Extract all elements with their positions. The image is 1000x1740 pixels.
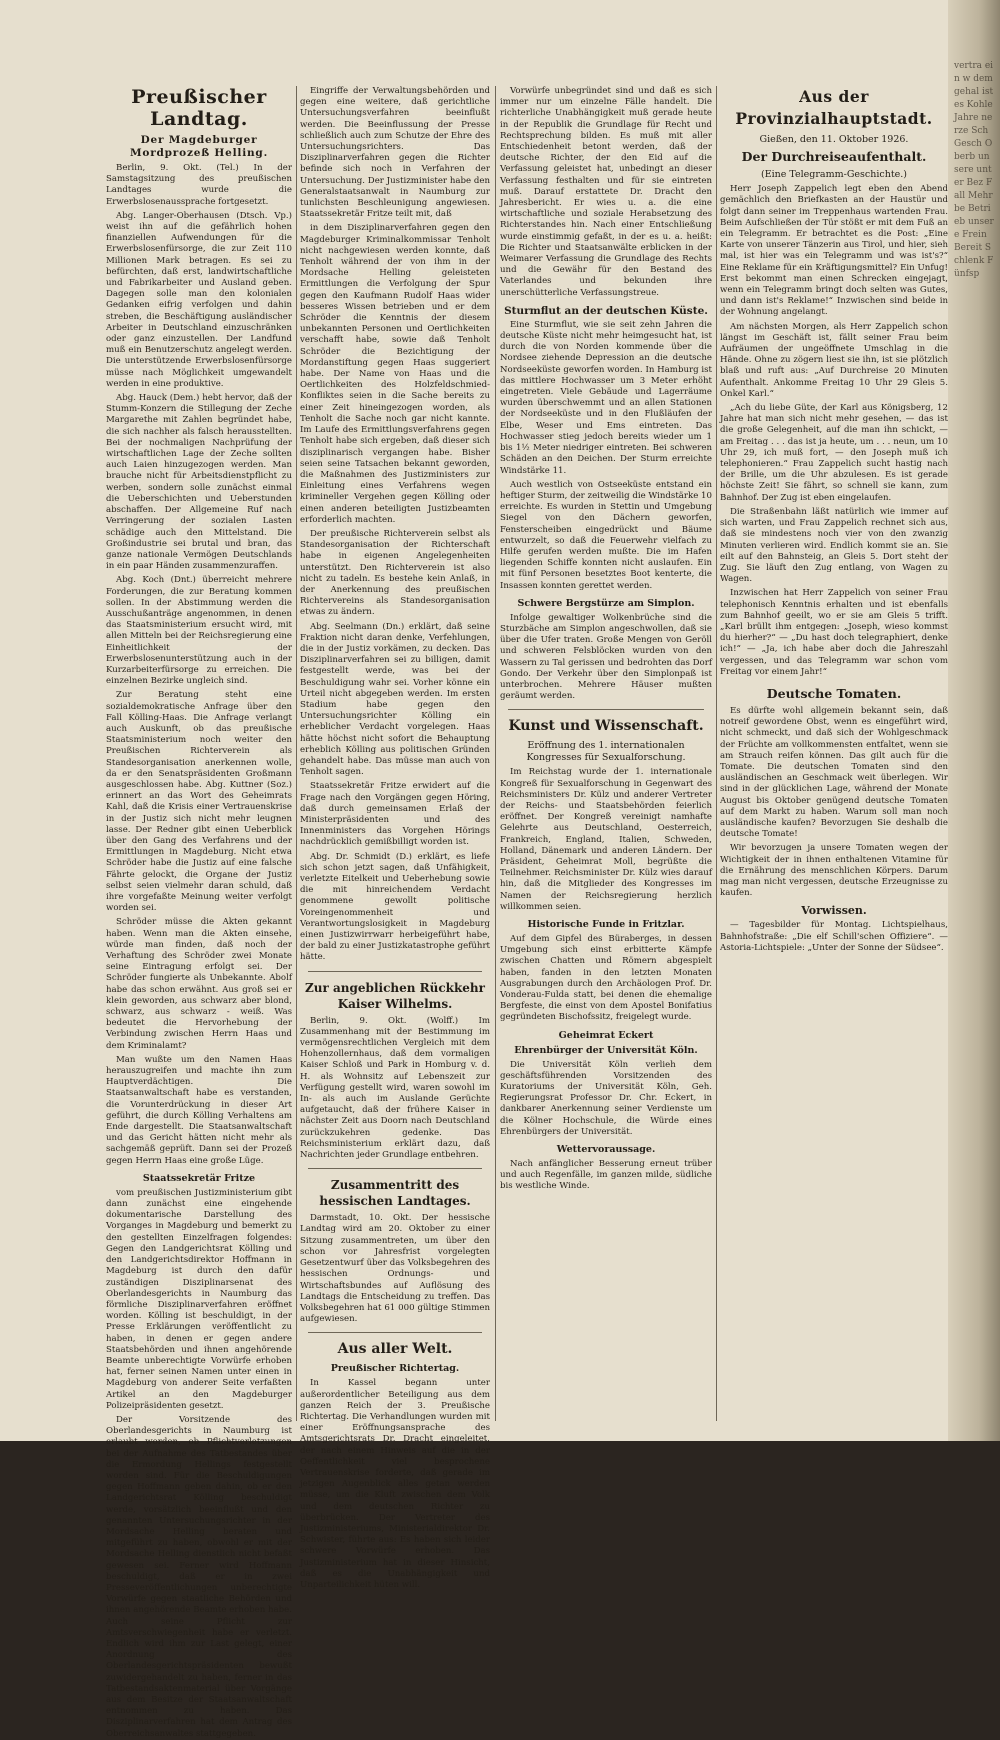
article-paragraph: Im Reichstag wurde der 1. internationale Kongreß für Sexualforschung in Gegenwart des Reichsministers Dr. Külz und anderer Vertreter der Reichs- und Staatsbehörden feierlich eröffnet. Der Kongreß vereinigt namhafte Gelehrte aus Deutschland, Oesterreich, Frankreich, England, Italien, Schweden, Holland, Dänemark und anderen Ländern. Der Präsident, Geheimrat Moll, begrüßte die Teilnehmer. Reichsminister Dr. Külz wies darauf hin, daß die Mitglieder des Kongresses im Namen der Reichsregierung herzlich willkommen seien. xyxy=(500,767,712,912)
article-paragraph: Schröder müsse die Akten gekannt haben. Wenn man die Akten einsehe, würde man finden, daß noch der Verhaftung des Schröder zwei Monate seine Eintragung erfolgt sei. Der Schröder fungierte als Unbekannte. Abolf habe das schon erwähnt. Aus groß sei er klein geworden, aus schwarz aber blond, schwarz, aus schwarz - weiß. Was bedeutet die Hervorhebung der Verbindung zwischen Herrn Haas und dem Kriminalamt? xyxy=(106,917,292,1051)
article-paragraph: Es dürfte wohl allgemein bekannt sein, daß notreif gewordene Obst, wenn es eingeführt wird, nicht schmeckt, und daß sich der Wohlgeschmack der Früchte am vollkommensten entfaltet, wenn sie am Strauch reifen können. Das gilt auch für die Tomate. Die deutschen Tomaten sind den ausländischen an Geschmack weit überlegen. Wir sind in der glücklichen Lage, während der Monate August bis Oktober genügend deutsche Tomaten auf dem Markt zu haben. Warum soll man noch ausländische kaufen? Bevorzugen Sie deshalb die deutsche Tomate! xyxy=(720,705,948,840)
article-paragraph: in dem Disziplinarverfahren gegen den Magdeburger Kriminalkommissar Tenholt nicht nachgewiesen werden konnte, daß Tenholt während der von ihm in der Mordsache Helling geleisteten Ermittlungen die Verfolgung der Spur gegen den Kaufmann Rudolf Haas wider besseres Wissen betrieben und er dem Schröder die Kenntnis der diesem unbekannten Personen und Oertlichkeiten verschafft habe, sowie daß Tenholt Schröder die Bezichtigung der Mordanstiftung gegen Haas suggeriert habe. Der Name von Haas und die Oertlichkeiten des Holzfeldschmied-Konfliktes seien in die Sache bereits zu einer Zeit hineingezogen worden, als Tenholt die Sache noch gar nicht kannte. Im Laufe des Ermittlungsverfahrens gegen Tenholt habe sich ergeben, daß dieser sich disziplinarisch vergangen habe. Bisher seien seine Tatsachen bekannt geworden, die Maßnahmen des Justizministers zur Einleitung eines Verfahrens wegen krimineller Vergehen gegen Kölling oder einen anderen beteiligten Justizbeamten erforderlich machten. xyxy=(300,223,490,525)
article-paragraph: Die Universität Köln verlieh dem geschäftsführenden Vorsitzenden des Kuratoriums der Universität Köln, Geh. Regierungsrat Professor Dr. Chr. Eckert, in dankbarer Anerkennung seiner Verdienste um die Kölner Hochschule, die Würde eines Ehrenbürgers der Universität. xyxy=(500,1059,712,1137)
article-paragraph: Eine Sturmflut, wie sie seit zehn Jahren die deutsche Küste nicht mehr heimgesucht hat, ist durch die von Norden kommende über die Nordsee ziehende Depression an die deutsche Nordseeküste geworfen worden. In Hamburg ist das mittlere Hochwasser um 3 Meter erhöht eingetreten. Viele Gebäude und Lagerräume wurden überschwemmt und an allen Stationen der Nordseeküste und in den Flußläufen der Elbe, Weser und Ems eintreten. Das Hochwasser stieg jedoch bereits wieder um 1 bis 1½ Meter niedriger eintreten. Bei schweren Schäden an den Deichen. Der Sturm erreichte Windstärke 11. xyxy=(500,319,712,476)
article-paragraph: Staatssekretär Fritze erwidert auf die Frage nach den Vorgängen gegen Höring, daß durch gemeinsamen Erlaß der Ministerpräsidenten und des Innenministers das Vorgehen Hörings nachdrücklich gemißbilligt worden ist. xyxy=(300,781,490,848)
article-paragraph: Auch westlich von Ostseeküste entstand ein heftiger Sturm, der zeitweilig die Windstärke 10 erreichte. Es wurden in Stettin und Umgebung Siegel von den Dächern geworfen, Fensterscheiben eingedrückt und Bäume entwurzelt, so daß die Feuerwehr vielfach zu Hilfe gerufen werden mußte. Die im Hafen liegenden Schiffe konnten nicht auslaufen. Ein mit fünf Personen besetztes Boot kenterte, die Insassen konnten gerettet werden. xyxy=(500,479,712,591)
column-1 xyxy=(106,86,292,1739)
headline-tomaten: Deutsche Tomaten. xyxy=(766,685,902,701)
article-paragraph: Zur Beratung steht eine sozialdemokratische Anfrage über den Fall Kölling-Haas. Die Anfrage verlangt auch Auskunft, ob das preußische Staatsministerium noch weiter den Preußischen Richterverein als Standesorganisation anerkennen wolle, da er den Senatspräsidenten Großmann ausgeschlossen habe. Abg. Kuttner (Soz.) erinnert an das Wort des Geheimrats Kahl, daß die Krisis einer Vertrauenskrise in der Justiz sich nicht mehr leugnen lasse. Der Redner gibt einen Ueberblick über den Gang des Verfahrens und der Ermittlungen in Magdeburg. Nicht etwa Schröder habe die Justiz auf eine falsche Fährte gelockt, die Organe der Justiz selbst seien vielmehr daran schuld, daß ihre vorgefaßte Meinung weiter verfolgt worden sei. xyxy=(106,690,292,914)
subhead-kongress: Eröffnung des 1. internationalen Kongresses für Sexualforschung. xyxy=(526,740,686,764)
article-paragraph: Infolge gewaltiger Wolkenbrüche sind die Sturzbäche am Simplon angeschwollen, daß sie über die Ufer traten. Große Mengen von Geröll und schweren Felsblöcken wurden von den Wassern zu Tal gerissen und bedrohten das Dorf Gondo. Der Verkehr über den Simplonpaß ist unterbrochen. Mehrere Häuser mußten geräumt werden. xyxy=(500,612,712,702)
section-divider xyxy=(308,1332,482,1333)
headline-provinzialhauptstadt: Aus der Provinzialhauptstadt. xyxy=(735,87,933,128)
article-paragraph: Auf dem Gipfel des Büraberges, in dessen Umgebung sich einst erbitterte Kämpfe zwischen Chatten und Römern abgespielt haben, fanden in den letzten Monaten Ausgrabungen durch den Archäologen Prof. Dr. Vonderau-Fulda statt, bei denen die ehemalige Bergfeste, die einst von dem Apostel Bonifatius gegründeten Bischofssitz, freigelegt wurde. xyxy=(500,934,712,1023)
article-paragraph: „Ach du liebe Güte, der Karl aus Königsberg, 12 Jahre hat man sich nicht mehr gesehen, — das ist die große Gelegenheit, auf die man ihn schickt, — am Freitag . . . das ist ja heute, um . . . neun, um 10 Uhr 29, ich muß fort, — den Joseph muß ich telephonieren.“ Frau Zappelich sucht hastig nach der Brille, um die Uhr abzulesen. Es ist gerade höchste Zeit! Sie fährt, so schnell sie kann, zum Bahnhof. Der Zug ist eben eingelaufen. xyxy=(720,403,948,503)
headline-landtag: Preußischer Landtag. xyxy=(131,86,267,130)
subhead-wetter: Wettervoraussage. xyxy=(556,1144,656,1156)
article-paragraph: Der Vorsitzende des Oberlandesgerichts in Naumburg ist erlaubt worden, ob Pflichtverletzungen bei der Aufnahme des Tatbestandes über die Ermordung Hellings festgestellt worden sind. Für die Beschuldigungen gegen Hoffmann geben dahin, ob er den Landgerichtsrat Kölling beschuldigt werde, vorsätzlich beeinflußt und den genannten Untersuchungsrichter in der Mordsache Helling beraten und mitgeführt zu haben, obwohl er mit der Mordsache Helling dienstlich nicht befaßt gewesen sei. Ferner wird Hoffmann beschuldigt, daß er in zwei Presseveröffentlichungen unberechtigte Vorwürfe gegen staatliche Behörden und ihnen angehörende Beamte erhoben habe. Auch seine Pflicht zur Amtsverschwiegenheit habe er verletzt. Endlich wird ihm zur Last gelegt, einer Anordnung des Oberlandesgerichtspräsidenten bewußt zuwidergehandelt zu haben, ferner in das Tatbestandsaktenmaterial über Vorgänge aus dem Besitze der Staatsanwaltschaft entnommen zu haben. Das Disziplinarverfahren hat dem Antrag des Oberreichsanwaltes stattgegeben. xyxy=(106,1414,292,1739)
subhead-mordprozess: Der Magdeburger Mordprozeß Helling. xyxy=(129,134,269,159)
headline-landtag-hessen: Zusammentritt des hessischen Landtages. xyxy=(319,1178,471,1209)
article-paragraph: Darmstadt, 10. Okt. Der hessische Landtag wird am 20. Oktober zu einer Sitzung zusammentreten, um über den schon vor Jahresfrist vorgelegten Gesetzentwurf über das Volksbegehren des hessischen Ordnungs- und Wirtschaftsbundes auf Auflösung des Landtags die Entscheidung zu treffen. Das Volksbegehren hat 61 000 gültige Stimmen aufgewiesen. xyxy=(300,1213,490,1325)
gutter-text: vertra ein w dem gehal ist es Kohle Jahre nerze Sch Gesch Oberb unsere unter Bez Fall Mehrbe Betrieb unsere Frein Bereit Schlenk Fünfsp xyxy=(954,61,994,279)
article-paragraph: Vorwürfe unbegründet sind und daß es sich immer nur um einzelne Fälle handelt. Die richterliche Unabhängigkeit muß gerade heute in der Republik die Grundlage für Recht und Rechtsprechung bilden. Es muß mit aller Entschiedenheit betont werden, daß der deutsche Richter, der den Eid auf die Verfassung geleistet hat, unbedingt an dieser Verfassung festhalten und für sie eintreten muß. Darauf erstattete Dr. Dracht den Jahresbericht. Er wies u. a. die eine wirtschaftliche und soziale Herabsetzung des Richterstandes hin. Nach einer Entschließung wurde einstimmig gefaßt, in der es u. a. heißt: Die Richter und Staatsanwälte erblicken in der Weimarer Verfassung die Grundlage des Rechts und die Gewähr für den Bestand des Vaterlandes und bekunden ihre unerschütterliche Verfassungstreue. xyxy=(500,86,712,298)
subhead-sturmflut: Sturmflut an der deutschen Küste. xyxy=(504,304,708,317)
article-paragraph: Berlin, 9. Okt. (Wolff.) Im Zusammenhang mit der Bestimmung im vermögensrechtlichen Vergleich mit dem Hohenzollernhaus, daß dem vormaligen Kaiser Schloß und Park in Homburg v. d. H. als Wohnsitz auf Lebenszeit zur Verfügung gestellt wird, waren sowohl im In- als auch im Auslande Gerüchte aufgetaucht, daß der frühere Kaiser in nächster Zeit aus Doorn nach Deutschland zurückzukehren gedenke. Das Reichsministerium erklärt dazu, daß Nachrichten jeder Grundlage entbehren. xyxy=(300,1015,490,1161)
headline-durchreise: Der Durchreiseaufenthalt. xyxy=(741,149,927,165)
subhead-ehrenbuerger: Ehrenbürger der Universität Köln. xyxy=(514,1044,698,1056)
article-paragraph: vom preußischen Justizministerium gibt dann zunächst eine eingehende dokumentarische Darstellung des Vorganges in Magdeburg und bemerkt zu den gestellten Einzelfragen folgendes: Gegen den Landgerichtsrat Kölling und den Landgerichtsdirektor Hoffmann in Magdeburg ist durch den dafür zuständigen Disziplinarsenat des Oberlandesgerichts in Naumburg das förmliche Disziplinarverfahren eröffnet worden. Kölling ist beschuldigt, in der Presse Erklärungen veröffentlicht zu haben, in denen er gegen andere Staatsbehörden und ihnen angehörende Beamte unberechtigte Vorwürfe erhoben hat, ferner seinen Namen unter einen in Magdeburg von anderer Seite verfaßten Artikel an den Magdeburger Polizeipräsidenten gesetzt. xyxy=(106,1187,292,1411)
article-paragraph: Man wußte um den Namen Haas herauszugreifen und machte ihn zum Hauptverdächtigen. Die Staatsanwaltschaft habe es verstanden, die Vorunterdrückung in dieser Art geführt, die durch Kölling Verhaltens am Ende dargestellt. Die Staatsanwaltschaft und das Gericht hätten nicht mehr als sachgemäß geprüft. Dann sei der Prozeß gegen Herrn Haas eine große Lüge. xyxy=(106,1054,292,1166)
column-rule xyxy=(495,86,496,1421)
article-paragraph: — Tagesbilder für Montag. Lichtspielhaus, Bahnhofstraße: „Die elf Schill'schen Offiziere“. — Astoria-Lichtspiele: „Unter der Sonne der Südsee“. xyxy=(720,920,948,953)
subhead-fritze: Staatssekretär Fritze xyxy=(142,1172,256,1184)
headline-kunst: Kunst und Wissenschaft. xyxy=(508,718,704,735)
article-paragraph: Abg. Hauck (Dem.) hebt hervor, daß der Stumm-Konzern die Stillegung der Zeche Margarethe mit Zahlen begründet habe, die sich nachher als falsch herausstellten. Bei der nochmaligen Nachprüfung der wirtschaftlichen Lage der Zeche sollten auch Laien hinzugezogen werden. Man brauche nicht für Arbeitsdienstpflicht zu werben, sondern solle zunächst einmal die Ueberschichten und Ueberstunden abschaffen. Der Allgemeine Ruf nach Verringerung der sozialen Lasten schädige auch den Mittelstand. Die Großindustrie sei brutal und bran, das ganze nationale Vermögen Deutschlands in ein paar Händen zusammenzuraffen. xyxy=(106,393,292,572)
adjacent-page-gutter xyxy=(948,0,1000,1441)
column-rule xyxy=(716,86,717,1421)
article-paragraph: Abg. Seelmann (Dn.) erklärt, daß seine Fraktion nicht daran denke, Verfehlungen, die in der Justiz vorkämen, zu decken. Das Disziplinarverfahren sei zu billigen, damit festgestellt werde, was bei der Beschuldigung wahr sei. Vorher könne ein Urteil nicht abgegeben werden. Im ersten Stadium habe gegen den Untersuchungsrichter Kölling ein erheblicher Verdacht vorgelegen. Haas hätte höchst nicht sofort die Behauptung erheblich Kölling aus politischen Gründen gehandelt habe. Das müsse man auch von Tenholt sagen. xyxy=(300,621,490,778)
section-divider xyxy=(508,709,704,710)
column-rule xyxy=(296,86,297,1421)
column-4 xyxy=(720,86,948,1427)
subhead-eckert: Geheimrat Eckert xyxy=(558,1029,654,1041)
column-2 xyxy=(300,86,490,1590)
dateline: Gießen, den 11. Oktober 1926. xyxy=(759,134,909,145)
article-paragraph: Abg. Dr. Schmidt (D.) erklärt, es liefe sich schon jetzt sagen, daß Unfähigkeit, verletzte Eitelkeit und Ueberhebung sowie die mit hinreichendem Verdacht genommene gewollt politische Voreingenommenheit und Verantwortungslosigkeit in Magdeburg einen Justizwirrwarr herbeigeführt habe, der bald zu einer Justizkatastrophe geführt hätte. xyxy=(300,851,490,963)
subhead-richtertag: Preußischer Richtertag. xyxy=(330,1363,460,1375)
article-paragraph: Der preußische Richterverein selbst als Standesorganisation der Richterschaft habe in eigenen Angelegenheiten unterstützt. Den Richterverein ist also nicht zu tadeln. Es bestehe kein Anlaß, in der Anerkennung des preußischen Richtervereins als Standesorganisation etwas zu ändern. xyxy=(300,528,490,618)
subhead-telegramm: (Eine Telegramm-Geschichte.) xyxy=(760,169,907,181)
article-paragraph: Abg. Langer-Oberhausen (Dtsch. Vp.) weist ihn auf die gefährlich hohen finanziellen Aufwendungen für die Erwerbslosenfürsorge, die zur Zeit 110 Millionen Mark betragen. Es sei zu befürchten, daß erst, landwirtschaftliche und Fabrikarbeiter und Ausland geben. Dagegen solle man den kolonialen Gedanken eifrig verfolgen und dahin streben, die Beschäftigung ausländischer Arbeiter in Deutschland einzuschränken oder ganz einzustellen. Der Landfund muß ein Benutzerschutz angelegt werden. Die unterstützende Erwerbslosenfürsorge müsse nach Möglichkeit umgewandelt werden in eine produktive. xyxy=(106,210,292,389)
headline-aus-aller-welt: Aus aller Welt. xyxy=(337,1341,453,1358)
column-3 xyxy=(500,86,712,1427)
article-paragraph: Abg. Koch (Dnt.) überreicht mehrere Forderungen, die zur Beratung kommen sollen. In der Abstimmung werden die Ausschußanträge angenommen, in denen das Staatsministerium ersucht wird, mit allen Mitteln bei der Reichsregierung eine Einheitlichkeit der Erwerbslosenunterstützung auch in der Kurzarbeiterfürsorge zu erreichen. Die einzelnen Bezirke ungleich sind. xyxy=(106,575,292,687)
headline-kaiser: Zur angeblichen Rückkehr Kaiser Wilhelms. xyxy=(305,980,485,1011)
article-paragraph: Am nächsten Morgen, als Herr Zappelich schon längst im Geschäft ist, fällt seiner Frau beim Aufräumen der ungeöffnete Umschlag in die Hände. Ohne zu zögern liest sie ihn, ist sie plötzlich blaß und ruft aus: „Auf Durchreise 20 Minuten Aufenthalt. Ankomme Freitag 10 Uhr 29 Gleis 5. Onkel Karl.“ xyxy=(720,321,948,399)
article-paragraph: Die Straßenbahn läßt natürlich wie immer auf sich warten, und Frau Zappelich rechnet sich aus, daß sie mindestens noch vier von den zwanzig Minuten verlieren wird. Endlich kommt sie an. Sie eilt auf den Bahnsteig, an Gleis 5. Dort steht der Zug. Sie läuft den Zug entlang, von Wagen zu Wagen. xyxy=(720,506,948,585)
article-paragraph: In Kassel begann unter außerordentlicher Beteiligung aus dem ganzen Reich der 3. Preußische Richtertag. Die Verhandlungen wurden mit einer Eröffnungsansprache des Amtsgerichtsrats Dr. Dracht eingeleitet, der nach einem Hinweis auf die in der Oeffentlichkeit viel besprochene Vertrauenskrise forderte, daß gerade im jetzigen Augenblick alles getan werden müsse, um die Kluft zwischen dem Volk und dem deutschen Richter zu überbrücken. Der Vertreter des Justizministeriums, Ministerialdirektor Dr. Schwister, führte aus: Es haben sich leider schwere Vorwürfe erhoben. Das Justizministerium hat in dieser Hinsicht, daß es die Unabhängigkeit und Unparteilichkeit hüten will. xyxy=(300,1378,490,1590)
article-paragraph: Herr Joseph Zappelich legt eben den Abend gemächlich den Briefkasten an der Haustür und folgt dann seiner im Treppenhaus wartenden Frau. Beim Aufschließen der Tür stößt er mit dem Fuß an ein Telegramm. Er betrachtet es die Post: „Eine Karte von unserer Tänzerin aus Tirol, und hier, sieh mal, ist hier was ein Telegramm und was ist's?“ Eine Reklame für ein Kräftigungsmittel? Ein Unfug! Erst bekommt man einen Schrecken eingejagt, wenn ein Telegramm bringt doch selten was Gutes, und dann ist's Reklame!“ Inzwischen sind beide in der Wohnung angelangt. xyxy=(720,184,948,318)
section-divider xyxy=(308,1168,482,1169)
subhead-simplon: Schwere Bergstürze am Simplon. xyxy=(517,597,695,609)
article-paragraph: Berlin, 9. Okt. (Tel.) In der Samstagsitzung des preußischen Landtages wurde die Erwerbslosenaussprache fortgesetzt. xyxy=(106,163,292,207)
subhead-vorwissen: Vorwissen. xyxy=(801,904,867,918)
section-divider xyxy=(308,971,482,972)
article-paragraph: Eingriffe der Verwaltungsbehörden und gegen eine weitere, daß gerichtliche Untersuchungsverfahren beeinflußt werden. Die Beeinflussung der Presse schließlich auch zum Schutze der Ehre des Untersuchungsrichters. Das Disziplinarverfahren gegen die Richter befinde sich noch in Verfahren der Untersuchung. Der Justizminister habe den Generalstaatsanwalt in Naumburg zur tunlichsten Beschleunigung angewiesen. Staatssekretär Fritze teilt mit, daß xyxy=(300,86,490,220)
article-paragraph: Wir bevorzugen ja unsere Tomaten wegen der Wichtigkeit der in ihnen enthaltenen Vitamine für die Ernährung des menschlichen Körpers. Darum mag man nicht vergessen, deutsche Erzeugnisse zu kaufen. xyxy=(720,843,948,899)
subhead-fritzlar: Historische Funde in Fritzlar. xyxy=(527,919,685,930)
article-paragraph: Inzwischen hat Herr Zappelich von seiner Frau telephonisch Kenntnis erhalten und ist ebenfalls zum Bahnhof geeilt, wo er sie am Gleis 5 trifft. „Karl brüllt ihm entgegen: „Joseph, wieso kommst du hierher?“ — „Du hast doch telegraphiert, denke ich!“ — „Ja, ich habe aber doch die Jahreszahl vergessen, und das Telegramm war schon vom Freitag vor einem Jahr!“ xyxy=(720,588,948,677)
article-paragraph: Nach anfänglicher Besserung erneut trüber und auch Regenfälle, im ganzen milde, südliche bis westliche Winde. xyxy=(500,1159,712,1192)
